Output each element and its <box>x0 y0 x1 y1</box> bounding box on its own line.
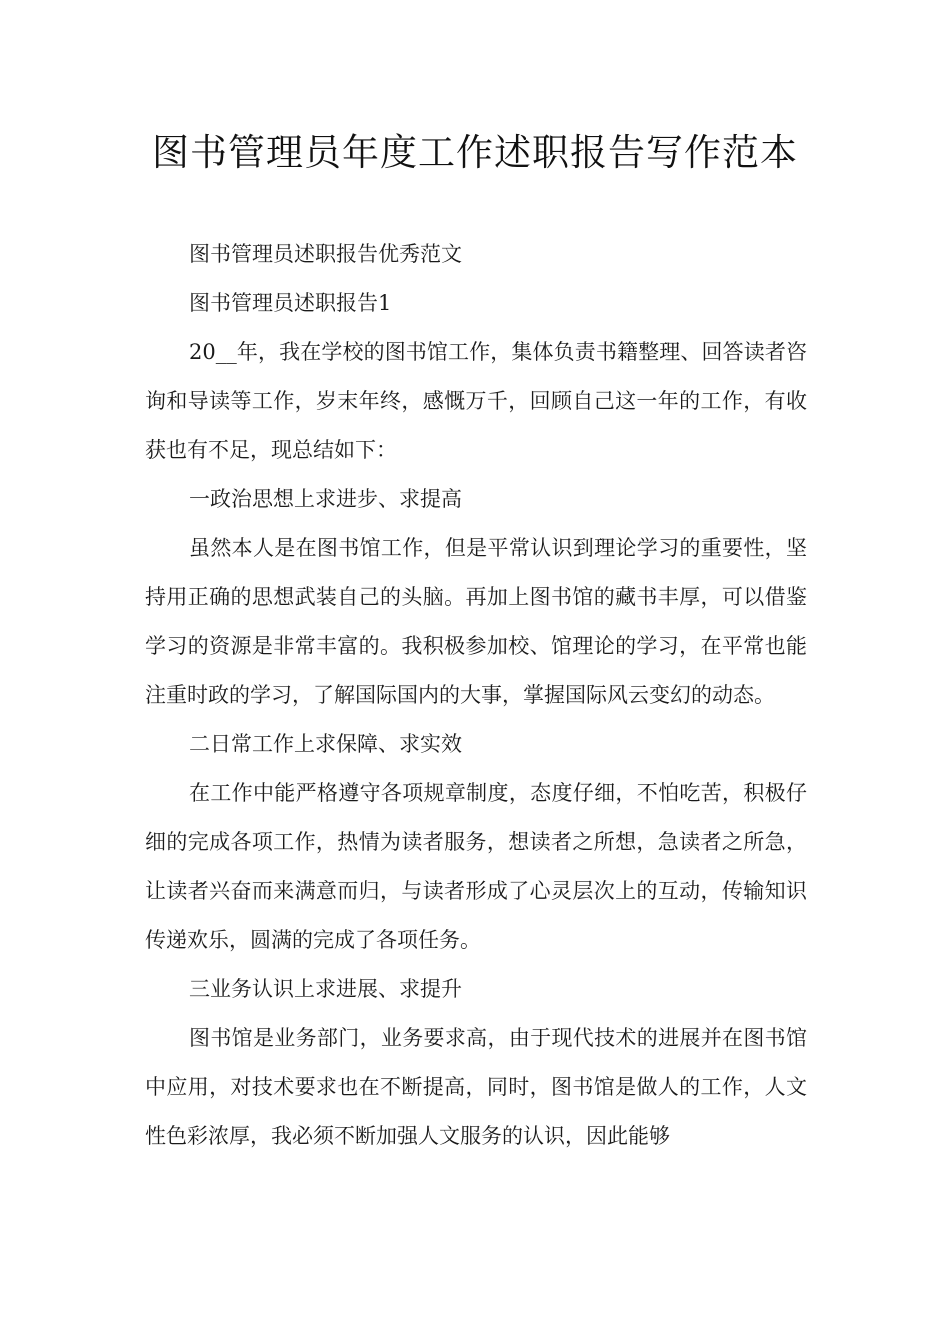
political-paragraph: 虽然本人是在图书馆工作，但是平常认识到理论学习的重要性，坚持用正确的思想武装自己的头脑。再加上图书馆的藏书丰厚，可以借鉴学习的资源是非常丰富的。我积极参加校、馆理论的学习，在平常也能注重时政的学习，了解国际国内的大事，掌握国际风云变幻的动态。 <box>145 536 807 707</box>
document-title: 图书管理员年度工作述职报告写作范本 <box>152 131 798 174</box>
report-heading-paragraph: 图书管理员述职报告1 <box>189 291 392 315</box>
section-heading-daily-work: 二日常工作上求保障、求实效 <box>189 732 462 756</box>
document-body <box>145 230 807 1161</box>
intro-paragraph: 20__年，我在学校的图书馆工作，集体负责书籍整理、回答读者咨询和导读等工作，岁末年终，感慨万千，回顾自己这一年的工作，有收获也有不足，现总结如下： <box>145 340 807 462</box>
business-paragraph: 图书馆是业务部门，业务要求高，由于现代技术的进展并在图书馆中应用，对技术要求也在不断提高，同时，图书馆是做人的工作，人文性色彩浓厚，我必须不断加强人文服务的认识，因此能够 <box>145 1026 807 1148</box>
daily-work-paragraph: 在工作中能严格遵守各项规章制度，态度仔细，不怕吃苦，积极仔细的完成各项工作，热情为读者服务，想读者之所想，急读者之所急，让读者兴奋而来满意而归，与读者形成了心灵层次上的互动，传输知识传递欢乐，圆满的完成了各项任务。 <box>145 781 807 952</box>
section-heading-business: 三业务认识上求进展、求提升 <box>189 977 462 1001</box>
subtitle-paragraph: 图书管理员述职报告优秀范文 <box>189 242 462 266</box>
section-heading-political: 一政治思想上求进步、求提高 <box>189 487 462 511</box>
